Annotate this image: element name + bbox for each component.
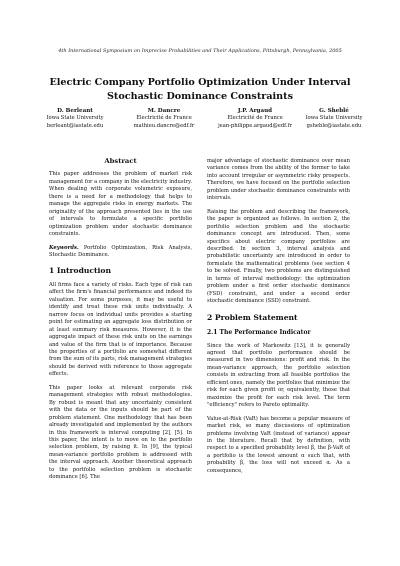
author-affiliation: Iowa State University [305, 115, 363, 122]
abstract-text: This paper addresses the problem of market risk management for a company in the electricity industry. When dealing with corporate volumetric exposure, there is a need for a methodology that helps to manage the aggregate risks in energy markets. The originality of the approach presented lies in the use of intervals to formulate a specific portfolio optimization problem under stochastic dominance constraints. [49, 171, 192, 238]
author-3 [210, 108, 300, 130]
abstract-heading: Abstract [104, 157, 137, 165]
author-email: mathieu.dancre@edf.fr [133, 122, 195, 129]
author-email: jean-philippe.argaud@edf.fr [218, 122, 292, 129]
running-head: 4th International Symposium on Imprecise Probabilities and Their Applications, Pittsburgh, Pennsylvania, 2005 [58, 48, 342, 54]
author-name: J.P. Argaud [237, 108, 273, 114]
author-name: G. Sheblé [319, 108, 349, 114]
author-affiliation: Electricité de France [136, 115, 192, 122]
right-column [207, 158, 350, 475]
left-column [49, 158, 192, 482]
author-name: D. Berleant [57, 108, 93, 114]
author-2 [124, 108, 204, 130]
author-1 [40, 108, 110, 130]
keywords [49, 245, 192, 260]
problem-paragraph-2: Value-at-Risk (VaR) has become a popular measure of market risk, so many discussions of optimization problems involving VaR (instead of variance) appear in the literature. Recall that by definition, with respect to a specified probability level β, the β-VaR of a portfolio is the lowest amount α such that, with probability β, the loss will not exceed α. As a consequence, [207, 415, 350, 474]
problem-paragraph-1: Since the work of Markowitz [13], it is generally agreed that portfolio performance should be measured in two dimensions: profit and risk. In the mean-variance approach, the portfolio selection consists in extracting from all feasible portfolios the efficient ones, namely the portfolios that minimize the risk for each given profit or, equivalently, those that maximize the profit for each risk level. The term "efficiency" refers to Pareto optimality. [207, 342, 350, 409]
author-affiliation: Iowa State University [46, 115, 104, 122]
author-email: berleant@iastate.edu [46, 122, 104, 129]
author-name: M. Dancre [147, 108, 181, 114]
keywords-text: Portfolio Optimization, Risk Analysis, Stochastic Dominance. [49, 244, 193, 258]
intro-paragraph-2-continued: major advantage of stochastic dominance over mean variance comes from the ability of the former to take into account irregular or asymmetric risky prospects. Therefore, we have focused on the portfolio selection problem under stochastic dominance constraints with intervals. [207, 158, 350, 202]
author-block [34, 108, 366, 134]
paper-title: Electric Company Portfolio Optimization Under Interval Stochastic Dominance Constraints [49, 77, 351, 102]
author-affiliation: Electricité de France [227, 115, 283, 122]
keywords-label: Keywords. [49, 244, 79, 251]
intro-paragraph-2: This paper looks at relevant corporate risk management strategies with robust methodologies. By robust is meant that any uncertainty consistent with the data or the inputs should be part of the problem statement. One methodology that has been already investigated and implemented by the authors in this framework is interval computing [2], [5]. In this paper, the intent is to move on to the portfolio selection problem, by raising it. In [9], the typical mean-variance portfolio problem is addressed with the interval approach. Another theoretical approach to the portfolio selection problem is stochastic dominance [6]. The [49, 384, 192, 481]
section-heading-problem-statement: 2 Problem Statement [207, 312, 298, 322]
subsection-heading-performance-indicator: 2.1 The Performance Indicator [207, 329, 311, 337]
author-4 [302, 108, 366, 130]
author-email: gsheble@iastate.edu [306, 122, 362, 129]
section-heading-introduction: 1 Introduction [49, 266, 112, 276]
intro-paragraph-1: All firms face a variety of risks. Each type of risk can affect the firm's financial performance and indeed its valuation. For some purposes, it may be useful to identify and treat these risk units individually. A narrow focus on individual units provides a starting point for estimating an aggregate loss distribution or at least summary risk measures. However, it is the aggregate impact of these risk units on the earnings and value of the firm that is of importance. Because the properties of a portfolio are somewhat different from the sum of its parts, risk management strategies should be derived with reference to those aggregate effects. [49, 281, 192, 378]
intro-paragraph-3: Raising the problem and describing the framework, the paper is organized as follows. In section 2, the portfolio selection problem and the stochastic dominance concept are introduced. Then, some specifics about electric company portfolios are described. In section 3, interval analysis and probabilistic uncertainty are introduced in order to formulate the mathematical problems (see section 4 to be solved. Finally, two problems are distinguished in terms of interval methodology: the optimization problem under a first order stochastic dominance (FSD) constraint, and under a second order stochastic dominance (SSD) constraint. [207, 208, 350, 305]
